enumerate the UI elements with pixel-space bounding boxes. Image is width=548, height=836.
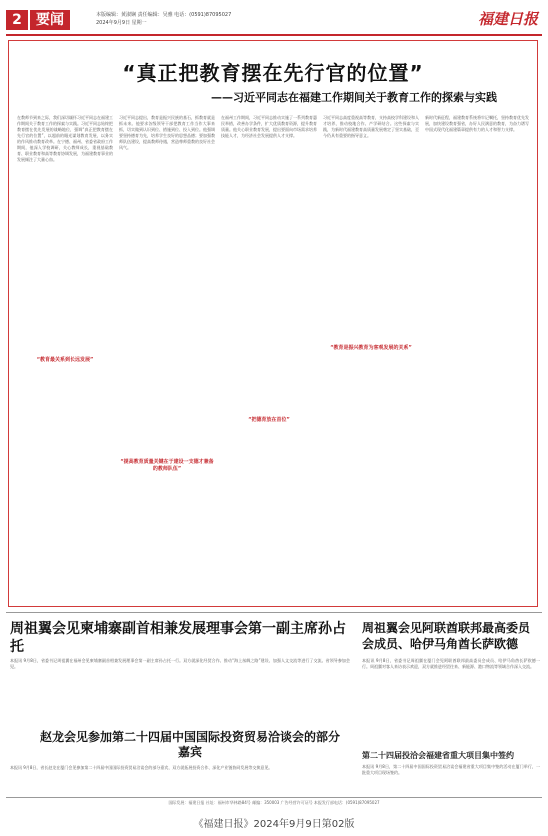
story-headline: 赵龙会见参加第二十四届中国国际投资贸易洽谈会的部分嘉宾 [40,730,341,759]
story-body: 本报讯 9月8日，省委书记周祖翼在福州会见柬埔寨副首相兼发展理事会第一副主席孙占托一行。双方就深化经贸合作、推动“海上丝绸之路”建设、加强人文交流等进行了交流。省领导参加会见。 [10,658,350,669]
page-footer: 国际发展：福建日报 社址：福州市华林路84号 邮编：350003 广告经营许可证号 本报发行部电话：(0591)87095027 [6,797,542,807]
section-label: 要闻 [30,10,70,30]
story-body: 本报讯 9月8日，省委书记周祖翼在厦门会见阿联酋联邦最高委员会成员、哈伊马角酋长萨欧德一行。周祖翼对客人来访表示欢迎，双方就推进经贸往来、新能源、港口物流等领域合作深入交流。 [362,658,540,669]
page-header [6,6,542,38]
story-body: 本报讯 9月8日，第二十四届中国国际投资贸易洽谈会福建省重大项目集中签约活动在厦门举行，一批重大项目现场签约。 [362,764,540,775]
lead-subhead: “提高教育质量关键在于建设一支德才兼备的教师队伍” [120,459,214,472]
lead-column-3: 在福州工作期间，习近平同志推动实施了一系列教育惠民举措，改善办学条件，扩大优质教育资源，提升教育质量。他关心职业教育发展，提出要面向市场需求培养技能人才，为经济社会发展提供人才支撑。 [221,115,317,138]
image-caption: 《福建日报》2024年9月9日第02版 [193,819,355,830]
lead-article [8,40,538,607]
editor-line: 本版编辑：黄淑娴 责任编辑：吴雅 电话：(0591)87095027 [96,12,232,18]
header-rule [6,34,542,36]
masthead-logo: 福建日报 [477,10,538,28]
story-headline: 周祖翼会见柬埔寨副首相兼发展理事会第一副主席孙占托 [10,621,346,655]
lead-subhead: “教育最关系到长远发展” [36,357,94,363]
story-headline: 周祖翼会见阿联酋联邦最高委员会成员、哈伊马角酋长萨欧德 [362,621,531,651]
lead-subtitle: ——习近平同志在福建工作期间关于教育工作的探索与实践 [211,91,497,104]
lead-column-2: 习近平同志提出，教育是振兴民族的基石，抓教育就是抓未来。他要求各级领导干部把教育工作当作大事来抓，切实做到认识到位、措施到位、投入到位。他强调要坚持德育为先，培养学生良好的思想品德；要加强教师队伍建设，提高教师待遇，营造尊师重教的良好社会风气。 [119,115,215,150]
lead-subhead: “把德育放在首位” [248,417,290,423]
story-headline: 第二十四届投洽会福建省重大项目集中签约 [362,751,514,760]
story-body: 本报讯 9月8日，省长赵龙在厦门会见参加第二十四届中国国际投资贸易洽谈会的部分嘉宾，双方就拓展投资合作、深化产业链协同发展等交换意见。 [10,765,273,770]
page-number: 2 [6,10,28,30]
lead-column-5: 新时代新征程，福建教育系统将牢记嘱托，坚持教育优先发展，加快建设教育强省，办好人民满意的教育，为奋力谱写中国式现代化福建篇章提供有力的人才和智力支撑。 [425,115,529,132]
lead-column-4: 习近平同志高度重视高等教育，支持高校学科建设和人才培养，推动校地合作、产学研结合。这些探索与实践，为新时代福建教育高质量发展奠定了坚实基础，至今仍具有重要的指导意义。 [323,115,419,138]
date-line: 2024年9月9日 星期一 [96,20,147,26]
lead-column-1: 在教师节到来之际，我们深切缅怀习近平同志在福建工作期间关于教育工作的探索与实践。习近平同志始终把教育摆在优先发展的战略地位，强调“真正把教育摆在先行官的位置”，以超前的眼光谋划教育发展，以务实的作风推动教育改革。在宁德、福州、省委省政府工作期间，他深入学校调研，关心教师成长，重视基础教育、职业教育和高等教育协调发展，为福建教育事业的发展倾注了大量心血。 [17,115,113,162]
lead-subhead: “教育是振兴教育为客观发展的关系” [330,345,412,351]
edition-meta [96,11,231,27]
lead-title: “真正把教育摆在先行官的位置” [122,61,424,85]
section-divider [6,612,542,613]
